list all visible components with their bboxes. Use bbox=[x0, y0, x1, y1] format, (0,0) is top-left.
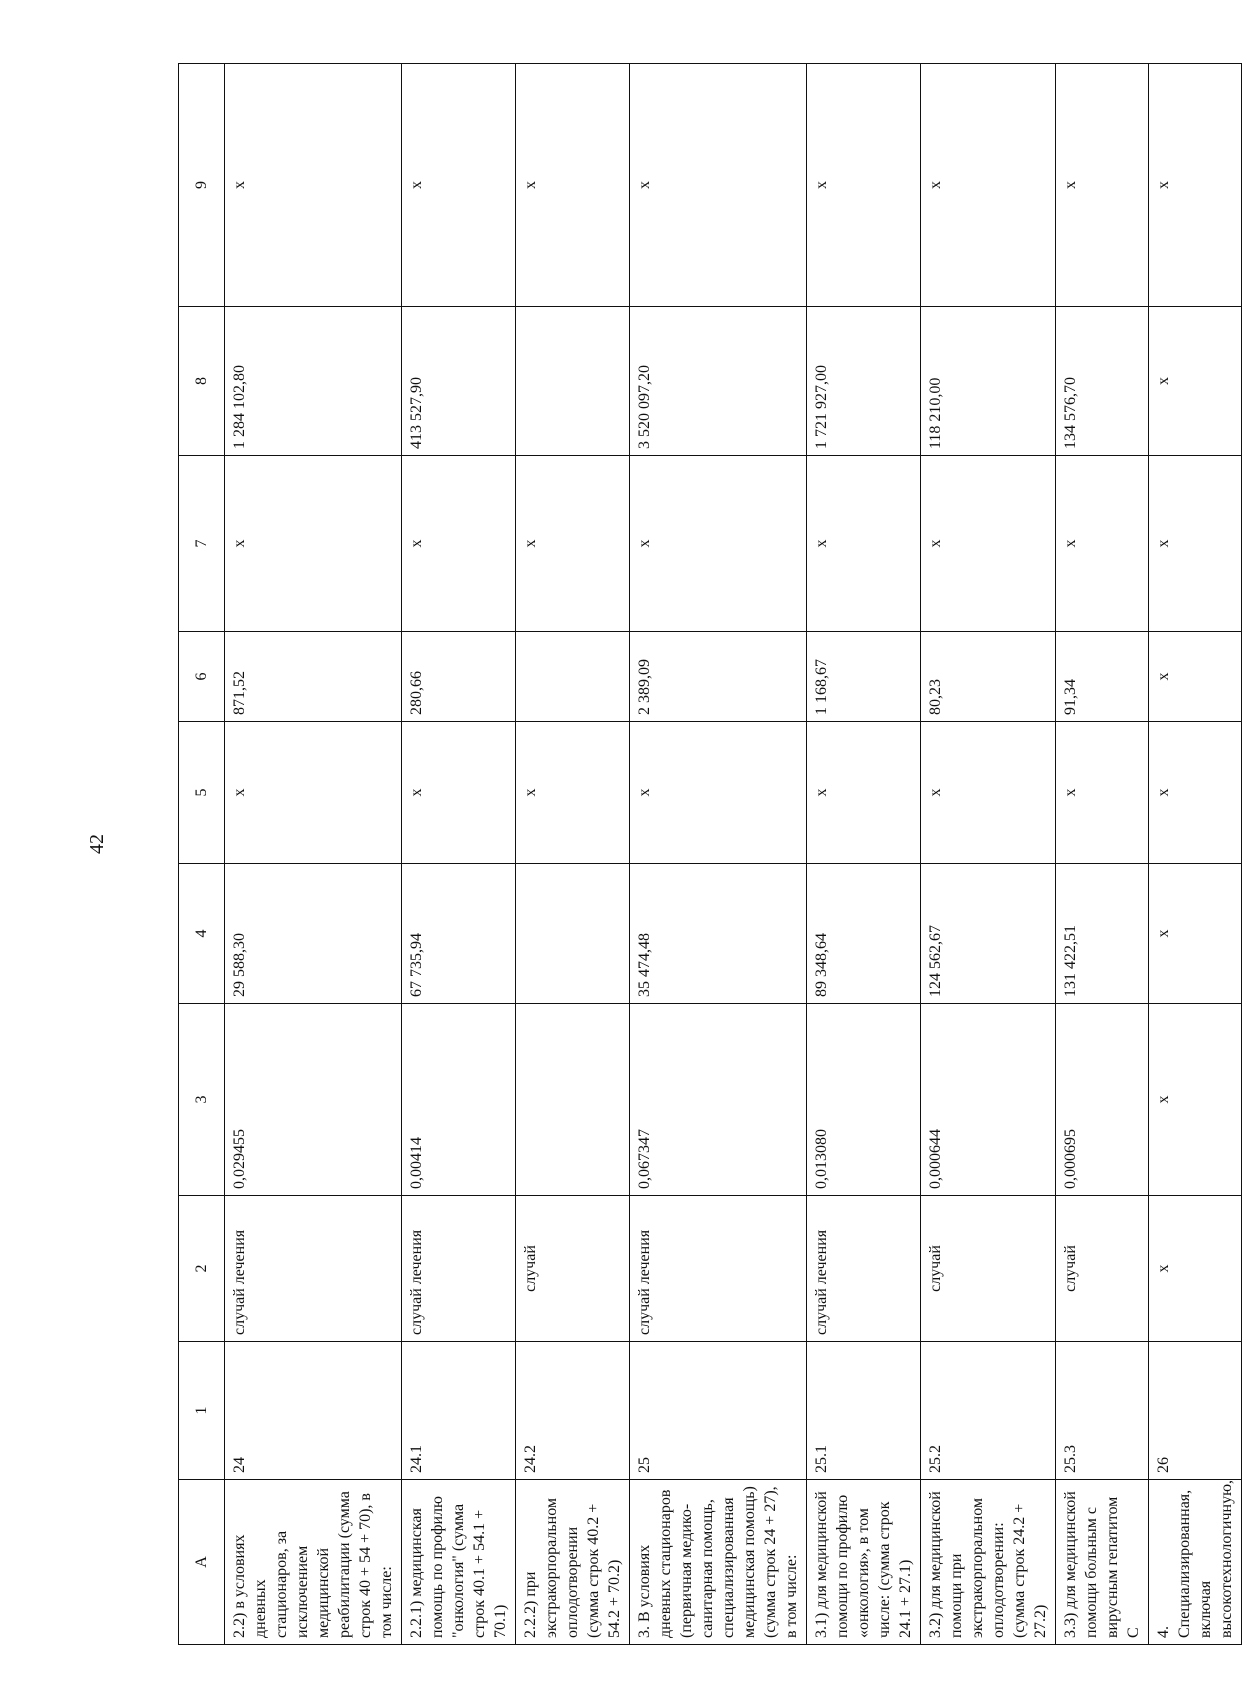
cell-a: 2.2) в условиях дневных стационаров, за исключением медицинской реабилитации (сумма строк 40 + 54 + 70), в том числе: bbox=[225, 1480, 402, 1645]
table-row bbox=[1149, 64, 1242, 1645]
cell-3: 0,067347 bbox=[630, 1004, 807, 1196]
cell-2: случай лечения bbox=[225, 1196, 402, 1342]
cell-1: 25 bbox=[630, 1342, 807, 1480]
cell-a: 2.2.1) медицинская помощь по профилю "онкология" (сумма строк 40.1 + 54.1 + 70.1) bbox=[402, 1480, 516, 1645]
header-cell-7: 7 bbox=[179, 456, 225, 632]
cell-7: x bbox=[1056, 456, 1149, 632]
cell-6: 280,66 bbox=[402, 632, 516, 722]
cell-9: x bbox=[1149, 64, 1242, 307]
page-number: 42 bbox=[86, 834, 108, 854]
cell-5: x bbox=[630, 722, 807, 864]
cell-5: x bbox=[516, 722, 630, 864]
cell-4: 131 422,51 bbox=[1056, 864, 1149, 1004]
cell-9: x bbox=[516, 64, 630, 307]
cell-5: x bbox=[1149, 722, 1242, 864]
cell-3: 0,000644 bbox=[921, 1004, 1056, 1196]
cell-8: 1 721 927,00 bbox=[807, 307, 921, 456]
cell-2: случай bbox=[516, 1196, 630, 1342]
cell-8: 134 576,70 bbox=[1056, 307, 1149, 456]
cell-3: 0,00414 bbox=[402, 1004, 516, 1196]
header-cell-3: 3 bbox=[179, 1004, 225, 1196]
cell-a: 4. Специализированная, включая высокотехнологичную, bbox=[1149, 1480, 1242, 1645]
header-cell-4: 4 bbox=[179, 864, 225, 1004]
cell-4: 29 588,30 bbox=[225, 864, 402, 1004]
header-cell-9: 9 bbox=[179, 64, 225, 307]
cell-1: 25.3 bbox=[1056, 1342, 1149, 1480]
cell-7: x bbox=[1149, 456, 1242, 632]
cell-9: x bbox=[807, 64, 921, 307]
header-cell-a: A bbox=[179, 1480, 225, 1645]
cell-6: 2 389,09 bbox=[630, 632, 807, 722]
cell-7: x bbox=[225, 456, 402, 632]
cell-1: 26 bbox=[1149, 1342, 1242, 1480]
cell-a: 3.3) для медицинской помощи больным с вирусным гепатитом С bbox=[1056, 1480, 1149, 1645]
table-row bbox=[516, 64, 630, 1645]
cell-a: 2.2.2) при экстракорпоральном оплодотворении (сумма строк 40.2 + 54.2 + 70.2) bbox=[516, 1480, 630, 1645]
cell-5: x bbox=[225, 722, 402, 864]
cell-6: 91,34 bbox=[1056, 632, 1149, 722]
cell-9: x bbox=[402, 64, 516, 307]
cell-8: 118 210,00 bbox=[921, 307, 1056, 456]
header-cell-1: 1 bbox=[179, 1342, 225, 1480]
header-cell-6: 6 bbox=[179, 632, 225, 722]
cell-5: x bbox=[807, 722, 921, 864]
cell-4 bbox=[516, 864, 630, 1004]
cell-4: 67 735,94 bbox=[402, 864, 516, 1004]
cell-7: x bbox=[630, 456, 807, 632]
cell-5: x bbox=[1056, 722, 1149, 864]
table-row bbox=[402, 64, 516, 1645]
cell-2: случай bbox=[1056, 1196, 1149, 1342]
cell-6 bbox=[516, 632, 630, 722]
cell-2: случай bbox=[921, 1196, 1056, 1342]
data-table-rotated bbox=[178, 64, 1235, 1645]
cell-6: x bbox=[1149, 632, 1242, 722]
cell-3: 0,013080 bbox=[807, 1004, 921, 1196]
cell-9: x bbox=[1056, 64, 1149, 307]
cell-4: 89 348,64 bbox=[807, 864, 921, 1004]
cell-6: 80,23 bbox=[921, 632, 1056, 722]
cell-3: 0,000695 bbox=[1056, 1004, 1149, 1196]
cell-1: 24.1 bbox=[402, 1342, 516, 1480]
table-row bbox=[630, 64, 807, 1645]
cell-9: x bbox=[921, 64, 1056, 307]
cell-8: 3 520 097,20 bbox=[630, 307, 807, 456]
table-row bbox=[921, 64, 1056, 1645]
cell-2: x bbox=[1149, 1196, 1242, 1342]
cell-4: 35 474,48 bbox=[630, 864, 807, 1004]
cell-9: x bbox=[630, 64, 807, 307]
cell-a: 3.1) для медицинской помощи по профилю «онкология», в том числе: (сумма строк 24.1 + 27.1) bbox=[807, 1480, 921, 1645]
cell-3: 0,029455 bbox=[225, 1004, 402, 1196]
cell-4: 124 562,67 bbox=[921, 864, 1056, 1004]
cell-8: x bbox=[1149, 307, 1242, 456]
cell-7: x bbox=[921, 456, 1056, 632]
cell-a: 3. В условиях дневных стационаров (первичная медико-санитарная помощь, специализированная медицинская помощь) (сумма строк 24 + 27), в том числе: bbox=[630, 1480, 807, 1645]
cell-5: x bbox=[921, 722, 1056, 864]
header-cell-5: 5 bbox=[179, 722, 225, 864]
header-row bbox=[179, 64, 225, 1645]
cell-3 bbox=[516, 1004, 630, 1196]
cell-a: 3.2) для медицинской помощи при экстракорпоральном оплодотворении: (сумма строк 24.2 + 27.2) bbox=[921, 1480, 1056, 1645]
cell-2: случай лечения bbox=[402, 1196, 516, 1342]
cell-1: 24.2 bbox=[516, 1342, 630, 1480]
cell-9: x bbox=[225, 64, 402, 307]
cell-1: 24 bbox=[225, 1342, 402, 1480]
header-cell-2: 2 bbox=[179, 1196, 225, 1342]
data-table bbox=[178, 63, 1242, 1645]
cell-1: 25.1 bbox=[807, 1342, 921, 1480]
cell-8 bbox=[516, 307, 630, 456]
cell-7: x bbox=[807, 456, 921, 632]
table-row bbox=[1056, 64, 1149, 1645]
table-row bbox=[807, 64, 921, 1645]
cell-6: 871,52 bbox=[225, 632, 402, 722]
cell-8: 1 284 102,80 bbox=[225, 307, 402, 456]
cell-3: x bbox=[1149, 1004, 1242, 1196]
cell-4: x bbox=[1149, 864, 1242, 1004]
header-cell-8: 8 bbox=[179, 307, 225, 456]
cell-7: x bbox=[516, 456, 630, 632]
cell-7: x bbox=[402, 456, 516, 632]
cell-6: 1 168,67 bbox=[807, 632, 921, 722]
table-row bbox=[225, 64, 402, 1645]
cell-8: 413 527,90 bbox=[402, 307, 516, 456]
cell-2: случай лечения bbox=[807, 1196, 921, 1342]
cell-5: x bbox=[402, 722, 516, 864]
cell-2: случай лечения bbox=[630, 1196, 807, 1342]
cell-1: 25.2 bbox=[921, 1342, 1056, 1480]
